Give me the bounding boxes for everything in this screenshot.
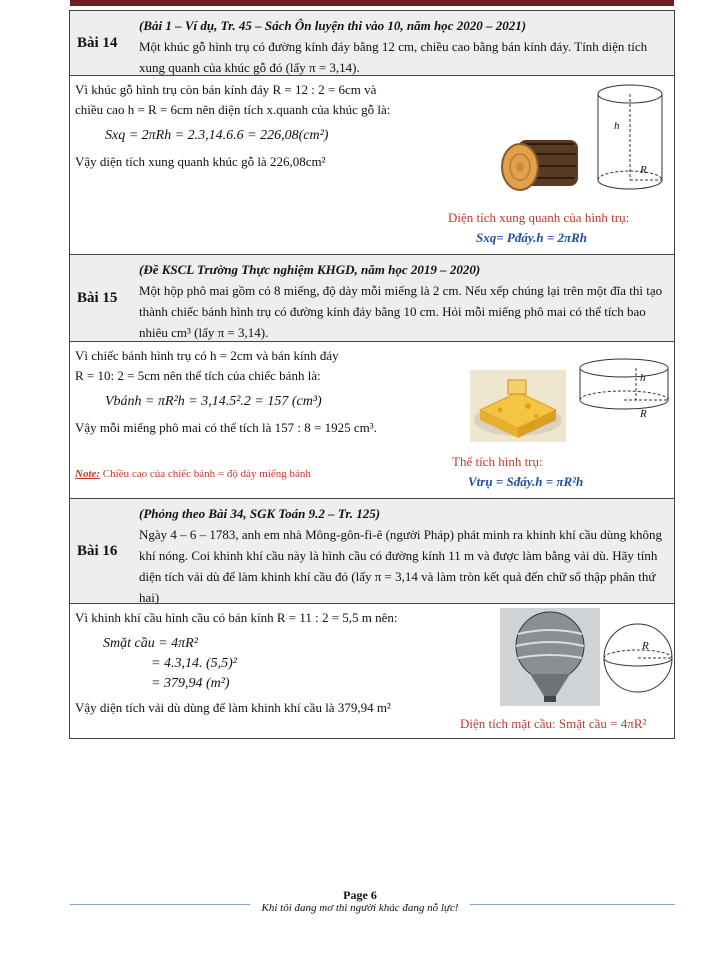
formula-14 — [448, 208, 629, 248]
solution-14-line2: chiều cao h = R = 6cm nên diện tích x.quanh của khúc gỗ là: — [75, 102, 391, 117]
page-number: Page 6 — [343, 888, 377, 902]
problem-14-solution — [69, 76, 675, 255]
formula-15-expression: Vtrụ = Sđáy.h = πR²h — [468, 474, 584, 489]
solution-15-line1: Vì chiếc bánh hình trụ có h = 2cm và bán kính đáy — [75, 348, 339, 363]
solution-14-equation: Sxq = 2πRh = 2.3,14.6.6 = 226,08(cm²) — [105, 128, 329, 143]
solution-15-body — [70, 342, 451, 490]
sphere-figure — [602, 612, 674, 704]
problem-16-solution — [69, 604, 675, 739]
solution-14-conclusion: Vậy diện tích xung quanh khúc gỗ là 226,08cm² — [75, 154, 326, 169]
worksheet-page — [69, 10, 675, 739]
solution-14-line1: Vì khúc gỗ hình trụ còn bán kính đáy R = 12 : 2 = 6cm và — [75, 82, 377, 97]
problem-14-statement: Một khúc gỗ hình trụ có đường kính đáy bằng 12 cm, chiều cao bằng bán kính đáy. Tính diện tích xung quanh của khúc gỗ đó (lấy π = 3,14). — [139, 39, 648, 75]
formula-14-expression: Sxq= Pđáy.h = 2πRh — [476, 230, 588, 245]
cylinder-15-h-label: h — [640, 372, 646, 384]
note-text: Chiều cao của chiếc bánh = độ dày miếng bánh — [102, 468, 311, 480]
formula-14-title: Diện tích xung quanh của hình trụ: — [448, 210, 630, 225]
problem-14-label: Bài 14 — [77, 34, 118, 51]
top-rule — [70, 0, 674, 6]
solution-15-equation: Vbánh = πR²h = 3,14.5².2 = 157 (cm³) — [105, 394, 322, 409]
cylinder-14-h-label: h — [614, 120, 620, 132]
hot-air-balloon-image — [500, 608, 600, 706]
problem-16-text — [139, 499, 674, 603]
problem-14-text — [139, 11, 674, 75]
problem-15-label: Bài 15 — [77, 289, 118, 306]
solution-14-body — [70, 76, 443, 178]
cylinder-15-r-label: R — [640, 408, 647, 420]
problem-16-label: Bài 16 — [77, 542, 118, 559]
note-label: Note: — [75, 468, 101, 480]
problem-14-source: (Bài 1 – Ví dụ, Tr. 45 – Sách Ôn luyện thi vào 10, năm học 2020 – 2021) — [139, 18, 527, 33]
sphere-r-label: R — [642, 640, 649, 652]
cylinder-14-r-label: R — [640, 164, 647, 176]
problem-16-header — [69, 499, 675, 604]
solution-16-line1: Vì khinh khí cầu hình cầu có bán kính R = 11 : 2 = 5,5 m nên: — [75, 610, 398, 625]
problem-16-source: (Phỏng theo Bài 34, SGK Toán 9.2 – Tr. 125) — [139, 506, 381, 521]
solution-15-line2: R = 10: 2 = 5cm nên thể tích của chiếc bánh là: — [75, 368, 321, 383]
problem-16-statement: Ngày 4 – 6 – 1783, anh em nhà Mông-gôn-fi-ê (người Pháp) phát minh ra khinh khí cầu dùng không khí nóng. Coi khinh khí cầu này là hình cầu có đường kính 11 m và được làm bằng vải dù. Hãy tính diện tích vải dù để làm khinh khí cầu đó (lấy π = 3,14 và làm tròn kết quả đến chữ số thập phân thứ hai) — [139, 527, 662, 605]
solution-16-body — [70, 604, 503, 724]
solution-16-eq1: Smặt cầu = 4πR² — [103, 636, 198, 651]
problem-15-statement: Một hộp phô mai gồm có 8 miếng, độ dày mỗi miếng là 2 cm. Nếu xếp chúng lại trên một đĩa thì tạo thành chiếc bánh hình trụ có đường kính đáy bằng 10 cm. Hỏi mỗi miếng phô mai có thể tích bao nhiêu cm³ (lấy π = 3,14). — [139, 283, 663, 340]
problem-15-solution — [69, 342, 675, 499]
formula-15 — [452, 452, 583, 492]
problem-14-header — [69, 10, 675, 76]
problem-15-header — [69, 255, 675, 342]
formula-15-title: Thể tích hình trụ: — [452, 454, 543, 469]
formula-16: Diện tích mặt cầu: Smặt cầu = 4πR² — [460, 716, 647, 731]
cheese-image — [470, 370, 566, 442]
problem-15-text — [139, 255, 674, 341]
footer-motto: Khi tôi đang mơ thì người khác đang nỗ lực! — [261, 902, 459, 914]
solution-15-note — [75, 464, 443, 484]
solution-16-conclusion: Vậy diện tích vải dù dùng để làm khinh khí cầu là 379,94 m² — [75, 700, 391, 715]
wood-log-image — [496, 130, 586, 198]
cylinder-figure-14 — [594, 82, 666, 194]
cylinder-figure-15 — [576, 356, 672, 426]
solution-15-conclusion: Vậy mỗi miếng phô mai có thể tích là 157 : 8 = 1925 cm³. — [75, 420, 377, 435]
solution-16-eq2: = 4.3,14. (5,5)² — [151, 656, 237, 671]
solution-16-eq3: = 379,94 (m²) — [151, 676, 230, 691]
problem-15-source: (Đề KSCL Trường Thực nghiệm KHGD, năm học 2019 – 2020) — [139, 262, 481, 277]
